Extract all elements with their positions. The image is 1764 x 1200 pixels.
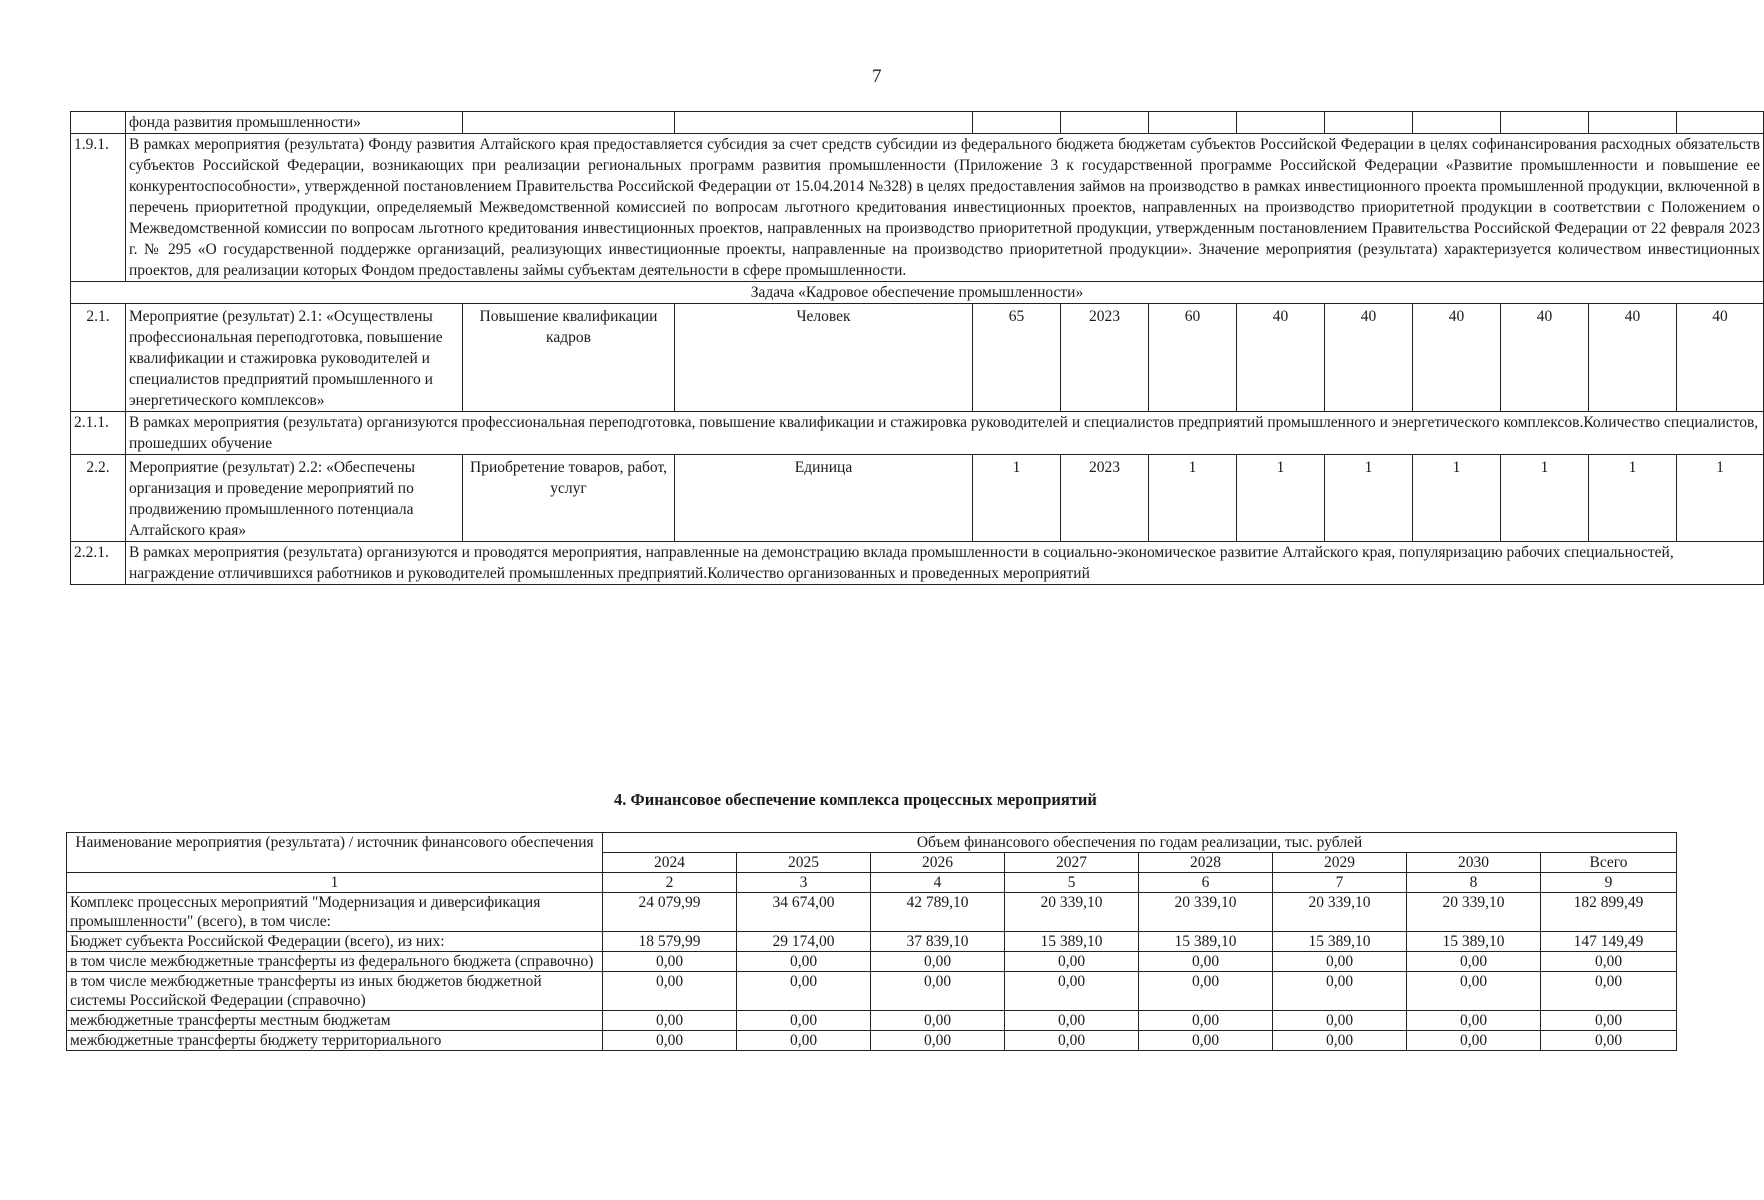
cell-value: 0,00: [1005, 1031, 1139, 1051]
cell-value: 15 389,10: [1005, 932, 1139, 952]
row-number: 2.2.: [71, 455, 126, 542]
base-year: 2023: [1061, 455, 1149, 542]
year-header: 2026: [871, 853, 1005, 873]
row-1-9-1: [71, 134, 1764, 282]
cell-value: 0,00: [737, 1031, 871, 1051]
base-value: 1: [973, 455, 1061, 542]
cell-value: 0,00: [1407, 1011, 1541, 1031]
total-header: Всего: [1541, 853, 1677, 873]
page-number: 7: [872, 66, 882, 87]
cell-total: 0,00: [1541, 972, 1677, 1011]
row-2-1: [71, 304, 1764, 412]
table-row: [67, 1011, 1677, 1031]
year-header: 2028: [1139, 853, 1273, 873]
row-number: 2.1.: [71, 304, 126, 412]
col-number: 9: [1541, 873, 1677, 893]
cell-value: 0,00: [1407, 1031, 1541, 1051]
row-2-2-1: [71, 542, 1764, 585]
cell-value: 0,00: [871, 1011, 1005, 1031]
table-row: [67, 952, 1677, 972]
year-value: 1: [1237, 455, 1325, 542]
row-description: В рамках мероприятия (результата) Фонду развития Алтайского края предоставляется субсидия за счет средств субсидии из федерального бюджета бюджетам субъектов Российской Федерации в целях софинансирования расходных обязательств субъектов Российской Федерации, возникающих при реализации региональных программ развития промышленности (Приложение 3 к государственной программе Российской Федерации «Развитие промышленности и повышение ее конкурентоспособности», утвержденной постановлением Правительства Российской Федерации от 15.04.2014 №328) в целях предоставления займов на производство в рамках инвестиционного проекта промышленной продукции, включенной в перечень приоритетной продукции, определяемый Межведомственной комиссией по вопросам льготного кредитования инвестиционных проектов, направленных на производство приоритетной продукции в соответствии с Положением о Межведомственной комиссии по вопросам льготного кредитования инвестиционных проектов, направленных на производство приоритетной продукции, утвержденным постановлением Правительства Российской Федерации от 22 февраля 2023 г. № 295 «О государственной поддержке организаций, реализующих инвестиционные проекты, направленные на производство приоритетной продукции». Значение мероприятия (результата) характеризуется количеством инвестиционных проектов, для реализации которых Фондом предоставлены займы субъектам деятельности в сфере промышленности.: [126, 134, 1764, 282]
row-number: 2.1.1.: [71, 412, 126, 455]
year-value: 40: [1677, 304, 1764, 412]
row-name: Комплекс процессных мероприятий "Модернизация и диверсификация промышленности" (всего), в том числе:: [67, 893, 603, 932]
col-number: 8: [1407, 873, 1541, 893]
cell-value: 34 674,00: [737, 893, 871, 932]
year-value: 1: [1677, 455, 1764, 542]
cell-value: 15 389,10: [1139, 932, 1273, 952]
cell-value: 42 789,10: [871, 893, 1005, 932]
cell-total: 0,00: [1541, 1011, 1677, 1031]
year-header: 2030: [1407, 853, 1541, 873]
cell-value: 37 839,10: [871, 932, 1005, 952]
cell-value: 0,00: [1005, 972, 1139, 1011]
row-2-1-1: [71, 412, 1764, 455]
task-title: Задача «Кадровое обеспечение промышленности»: [71, 282, 1764, 304]
table-row: [67, 893, 1677, 932]
table-row: [67, 972, 1677, 1011]
cell-total: 0,00: [1541, 1031, 1677, 1051]
year-header: 2025: [737, 853, 871, 873]
row-name: в том числе межбюджетные трансферты из иных бюджетов бюджетной системы Российской Федерации (справочно): [67, 972, 603, 1011]
financing-table: [66, 832, 1677, 1051]
cell-value: 0,00: [737, 952, 871, 972]
cell-value: 0,00: [737, 1011, 871, 1031]
cell-value: 20 339,10: [1407, 893, 1541, 932]
col-number: 3: [737, 873, 871, 893]
row-name: межбюджетные трансферты бюджету территориального: [67, 1031, 603, 1051]
col-number: 6: [1139, 873, 1273, 893]
header-volume: Объем финансового обеспечения по годам реализации, тыс. рублей: [603, 833, 1677, 853]
cell-value: 0,00: [1005, 1011, 1139, 1031]
row-2-2: [71, 455, 1764, 542]
cell-value: 0,00: [1407, 952, 1541, 972]
col-number: 5: [1005, 873, 1139, 893]
cell-value: 0,00: [1273, 952, 1407, 972]
cell-value: 20 339,10: [1139, 893, 1273, 932]
cell-total: 147 149,49: [1541, 932, 1677, 952]
cell-value: 15 389,10: [1407, 932, 1541, 952]
cell-value: 0,00: [603, 1011, 737, 1031]
year-header: 2029: [1273, 853, 1407, 873]
row-name: в том числе межбюджетные трансферты из федерального бюджета (справочно): [67, 952, 603, 972]
cell-total: 182 899,49: [1541, 893, 1677, 932]
result-unit: Человек: [675, 304, 973, 412]
cell-value: 18 579,99: [603, 932, 737, 952]
cell-value: 0,00: [871, 952, 1005, 972]
year-value: 40: [1589, 304, 1677, 412]
top-row-text: фонда развития промышленности»: [126, 112, 463, 134]
cell-value: 0,00: [1407, 972, 1541, 1011]
base-year: 2023: [1061, 304, 1149, 412]
cell-value: 0,00: [1139, 1031, 1273, 1051]
cell-value: 0,00: [1273, 972, 1407, 1011]
result-name: Мероприятие (результат) 2.2: «Обеспечены организация и проведение мероприятий по продвижению промышленного потенциала Алтайского края»: [126, 455, 463, 542]
cell-value: 0,00: [603, 972, 737, 1011]
row-name: межбюджетные трансферты местным бюджетам: [67, 1011, 603, 1031]
col-number: 1: [67, 873, 603, 893]
year-header: 2027: [1005, 853, 1139, 873]
year-value: 1: [1149, 455, 1237, 542]
cell-value: 0,00: [1139, 952, 1273, 972]
cell-value: 0,00: [1139, 1011, 1273, 1031]
year-value: 40: [1325, 304, 1413, 412]
cell-value: 0,00: [1273, 1011, 1407, 1031]
year-value: 40: [1413, 304, 1501, 412]
row-number: 1.9.1.: [71, 134, 126, 282]
row-name: Бюджет субъекта Российской Федерации (всего), из них:: [67, 932, 603, 952]
col-number: 4: [871, 873, 1005, 893]
table-row: [67, 932, 1677, 952]
cell-value: 0,00: [603, 1031, 737, 1051]
cell-value: 0,00: [603, 952, 737, 972]
col-number: 2: [603, 873, 737, 893]
year-value: 40: [1501, 304, 1589, 412]
cell-value: 0,00: [737, 972, 871, 1011]
year-value: 1: [1589, 455, 1677, 542]
section-title: 4. Финансовое обеспечение комплекса процессных мероприятий: [614, 790, 1097, 809]
year-value: 40: [1237, 304, 1325, 412]
year-header: 2024: [603, 853, 737, 873]
top-row: [71, 112, 1764, 134]
row-description: В рамках мероприятия (результата) организуются профессиональная переподготовка, повышение квалификации и стажировка руководителей и специалистов предприятий промышленного и энергетического комплексов.Количество специалистов, прошедших обучение: [126, 412, 1764, 455]
column-numbers-row: [67, 873, 1677, 893]
year-value: 1: [1501, 455, 1589, 542]
year-value: 1: [1413, 455, 1501, 542]
header-name: Наименование мероприятия (результата) / источник финансового обеспечения: [67, 833, 603, 873]
year-value: 60: [1149, 304, 1237, 412]
col-number: 7: [1273, 873, 1407, 893]
cell-value: 20 339,10: [1005, 893, 1139, 932]
cell-value: 29 174,00: [737, 932, 871, 952]
cell-value: 0,00: [1139, 972, 1273, 1011]
year-value: 1: [1325, 455, 1413, 542]
cell-value: 15 389,10: [1273, 932, 1407, 952]
cell-total: 0,00: [1541, 952, 1677, 972]
cell-value: 0,00: [1273, 1031, 1407, 1051]
results-table: [70, 111, 1764, 585]
base-value: 65: [973, 304, 1061, 412]
result-type: Приобретение товаров, работ, услуг: [463, 455, 675, 542]
row-description: В рамках мероприятия (результата) организуются и проводятся мероприятия, направленные на демонстрацию вклада промышленности в социально-экономическое развитие Алтайского края, популяризацию рабочих специальностей, награждение отличившихся работников и руководителей промышленных предприятий.Количество организованных и проведенных мероприятий: [126, 542, 1764, 585]
table-row: [67, 1031, 1677, 1051]
result-name: Мероприятие (результат) 2.1: «Осуществлены профессиональная переподготовка, повышение квалификации и стажировка руководителей и специалистов предприятий промышленного и энергетического комплексов»: [126, 304, 463, 412]
cell-value: 0,00: [871, 972, 1005, 1011]
task-row: [71, 282, 1764, 304]
cell-value: 20 339,10: [1273, 893, 1407, 932]
cell-value: 24 079,99: [603, 893, 737, 932]
result-type: Повышение квалификации кадров: [463, 304, 675, 412]
cell-value: 0,00: [1005, 952, 1139, 972]
header-row: [67, 833, 1677, 853]
row-number: 2.2.1.: [71, 542, 126, 585]
cell-value: 0,00: [871, 1031, 1005, 1051]
result-unit: Единица: [675, 455, 973, 542]
